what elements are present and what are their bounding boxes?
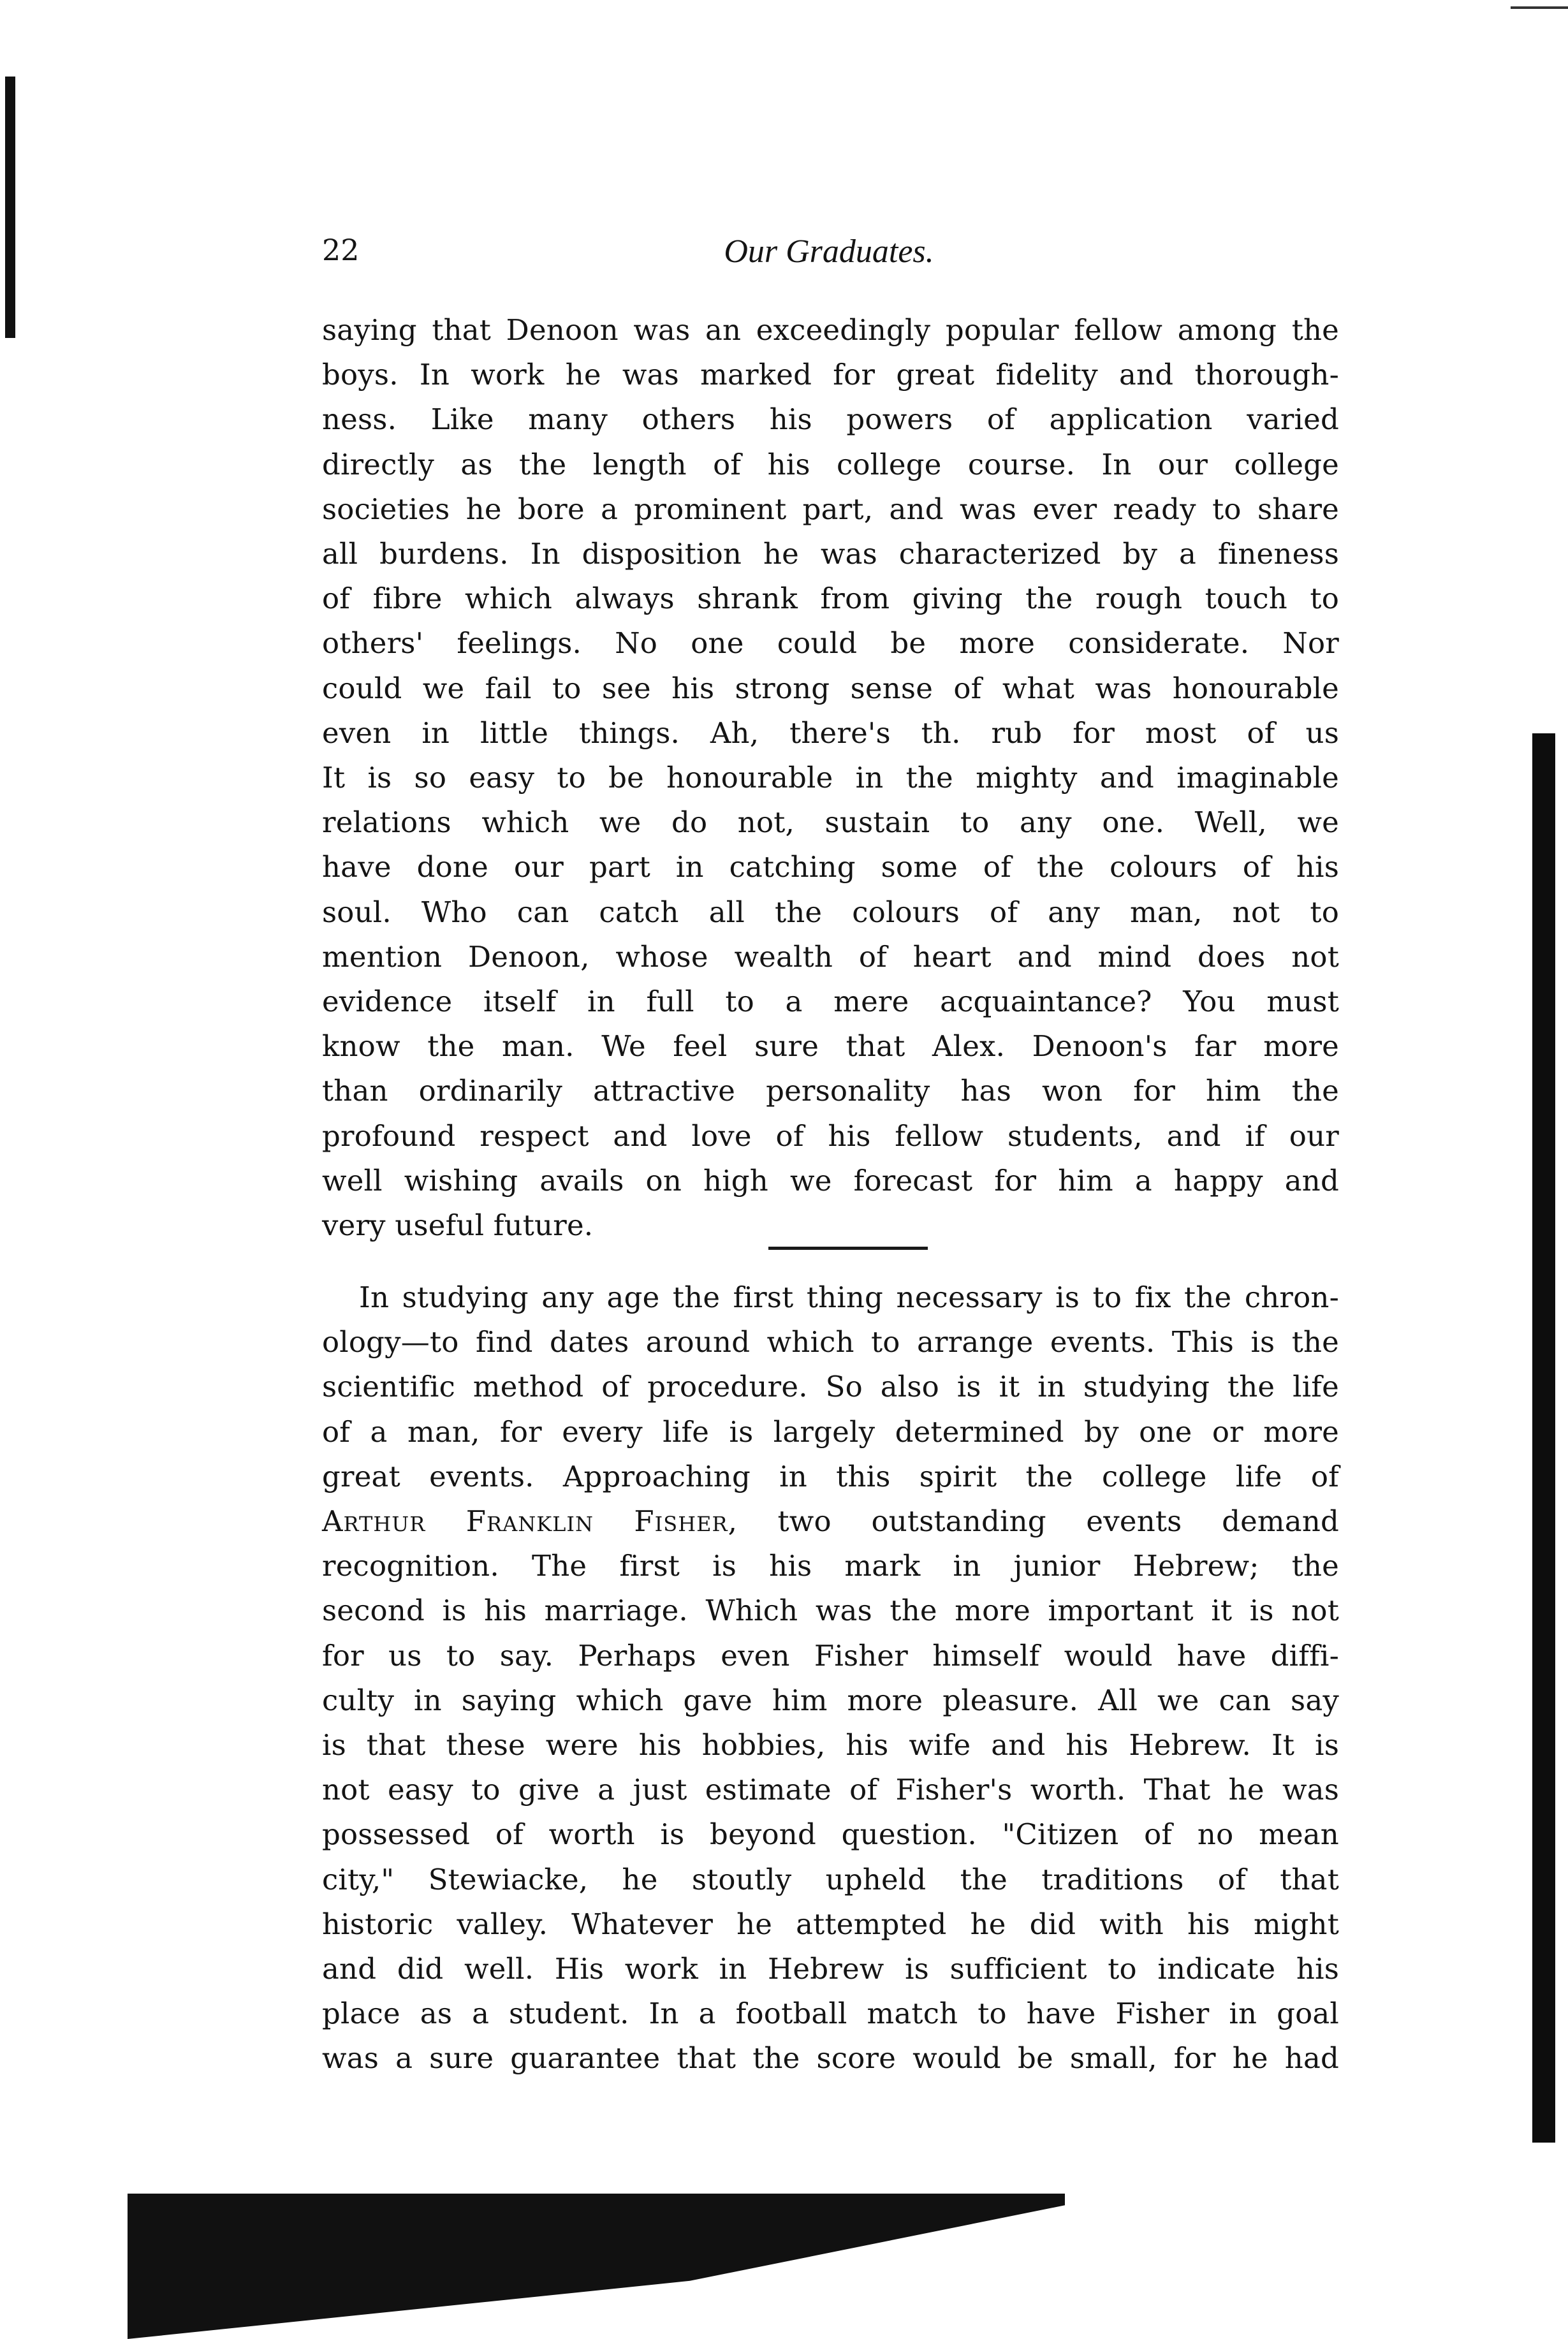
text-fragment: two outstanding events demand — [737, 1504, 1340, 1539]
text-line: great events. Approaching in this spirit the college life of — [322, 1459, 1339, 1493]
text-line: In studying any age the first thing necessary is to fix the chron- — [359, 1280, 1339, 1314]
text-line: historic valley. Whatever he attempted he did with his might — [322, 1907, 1339, 1941]
text-line: others' feelings. No one could be more considerate. Nor — [322, 626, 1339, 661]
paragraph-denoon — [322, 308, 1339, 1248]
text-line: know the man. We feel sure that Alex. Denoon's far more — [322, 1029, 1339, 1064]
running-head — [322, 233, 1336, 290]
graduate-name: Arthur Franklin Fisher, — [322, 1504, 738, 1539]
text-line: ness. Like many others his powers of application varied — [322, 402, 1339, 437]
text-line: mention Denoon, whose wealth of heart and mind does not — [322, 939, 1339, 974]
section-separator-rule — [768, 1247, 928, 1250]
text-line: very useful future. — [322, 1208, 594, 1243]
text-line: It is so easy to be honourable in the mighty and imaginable — [322, 761, 1339, 795]
text-line: ology—to find dates around which to arrange events. This is the — [322, 1325, 1339, 1360]
text-line: soul. Who can catch all the colours of any man, not to — [322, 895, 1339, 929]
text-line: than ordinarily attractive personality has won for him the — [322, 1074, 1339, 1108]
text-line: scientific method of procedure. So also is it in studying the life — [322, 1370, 1339, 1404]
scan-mark-top-right — [1511, 6, 1568, 9]
paragraph-fisher — [322, 1275, 1339, 2081]
text-line: all burdens. In disposition he was characterized by a fineness — [322, 537, 1339, 571]
scan-edge-shadow-right — [1532, 733, 1555, 2143]
text-line: is that these were his hobbies, his wife and his Hebrew. It is — [322, 1728, 1339, 1763]
text-line: recognition. The first is his mark in junior Hebrew; the — [322, 1549, 1339, 1583]
text-line: could we fail to see his strong sense of what was honourable — [322, 671, 1339, 705]
text-line: second is his marriage. Which was the more important it is not — [322, 1594, 1339, 1628]
text-line-with-name — [322, 1499, 1339, 1544]
text-line: culty in saying which gave him more pleasure. All we can say — [322, 1683, 1339, 1717]
text-line: city," Stewiacke, he stoutly upheld the traditions of that — [322, 1862, 1339, 1896]
running-title: Our Graduates. — [724, 233, 934, 270]
text-line: possessed of worth is beyond question. "Citizen of no mean — [322, 1817, 1339, 1852]
text-line: for us to say. Perhaps even Fisher himself would have diffi- — [322, 1638, 1339, 1673]
text-line: evidence itself in full to a mere acquaintance? You must — [322, 985, 1339, 1019]
text-line: saying that Denoon was an exceedingly popular fellow among the — [322, 313, 1339, 347]
text-line: have done our part in catching some of the colours of his — [322, 850, 1339, 884]
text-line: and did well. His work in Hebrew is sufficient to indicate his — [322, 1952, 1339, 1986]
scan-edge-shadow-bottom — [128, 2194, 1065, 2339]
text-line: societies he bore a prominent part, and was ever ready to share — [322, 492, 1339, 526]
text-line: directly as the length of his college course. In our college — [322, 447, 1339, 481]
text-line: profound respect and love of his fellow students, and if our — [322, 1118, 1339, 1153]
text-line: well wishing avails on high we forecast for him a happy and — [322, 1163, 1339, 1198]
text-line: of fibre which always shrank from giving the rough touch to — [322, 582, 1339, 616]
scan-edge-shadow-left — [5, 77, 15, 338]
text-line: place as a student. In a football match to have Fisher in goal — [322, 1997, 1339, 2031]
text-line: even in little things. Ah, there's th. rub for most of us — [322, 715, 1339, 750]
text-line: was a sure guarantee that the score would be small, for he had — [322, 2041, 1339, 2076]
text-line: relations which we do not, sustain to any one. Well, we — [322, 805, 1339, 840]
text-line: not easy to give a just estimate of Fisher's worth. That he was — [322, 1773, 1339, 1807]
text-line: boys. In work he was marked for great fidelity and thorough- — [322, 358, 1339, 392]
text-line: of a man, for every life is largely determined by one or more — [322, 1414, 1339, 1449]
page-number: 22 — [322, 233, 360, 267]
